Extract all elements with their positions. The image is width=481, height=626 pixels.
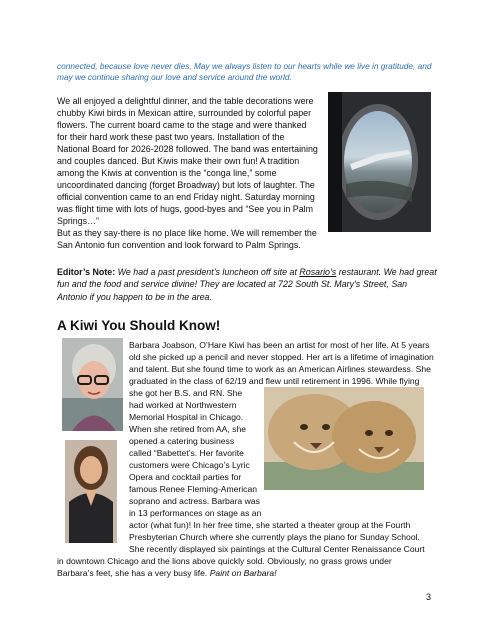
kiwi-line: old she picked up a pencil and never stopped. Her art is a lifetime of imagination <box>129 352 434 362</box>
page-number: 3 <box>426 592 432 602</box>
convention-line: for their hard work these past two years. Installation of the <box>57 132 285 142</box>
convention-line: was flight time with lots of hugs, good-byes and “See you in Palm <box>57 204 314 214</box>
kiwi-line: actor (what fun)! In her free time, she started a theater group at the Fourth <box>129 520 411 530</box>
convention-line: and couples danced. But Kiwis make their own fun! A tradition <box>57 156 300 166</box>
convention-line: among the Kiwis at convention is the “conga line,” some <box>57 168 277 178</box>
kiwi-line: in downtown Chicago and the lions above quickly sold. Obviously, no grass grows under <box>57 556 392 566</box>
editor-note <box>57 266 442 303</box>
editor-note-line: Antonio if you happen to be in the area. <box>57 291 212 302</box>
intro-line-2: may we continue sharing our love and service around the world. <box>57 72 292 82</box>
kiwi-line: graduated in the class of 62/19 and flew until retirement in 1996. While flying <box>129 376 420 386</box>
convention-line: chubby Kiwi birds in Mexican attire, surrounded by colorful paper <box>57 108 312 118</box>
kiwi-line: opened a catering business <box>129 436 235 446</box>
kiwi-line: Opera and cocktail parties for <box>129 472 242 482</box>
kiwi-article-bottom <box>57 555 457 579</box>
convention-line: National Board for 2026-2028 followed. The band was entertaining <box>57 144 318 154</box>
intro-line-1: connected, because love never dies. May we always listen to our hearts while we live in gratitude, and <box>57 61 432 71</box>
convention-line: flowers. The current board came to the stage and were thanked <box>57 120 307 130</box>
editor-note-text: We had a past president’s luncheon off site at <box>115 267 300 277</box>
editor-note-text: restaurant. We had great <box>336 267 437 277</box>
convention-line: But as they say-there is no place like home. We will remember the <box>57 228 317 238</box>
editor-note-label: Editor’s Note: <box>57 267 116 277</box>
kiwi-line: had worked at Northwestern <box>129 400 237 410</box>
kiwi-article-after <box>129 519 449 555</box>
kiwi-line: Presbyterian Church where she currently plays the piano for Sunday School. <box>129 532 420 542</box>
convention-line: We all enjoyed a delightful dinner, and the table decorations were <box>57 96 314 106</box>
portrait-photo-glasses <box>62 338 123 431</box>
kiwi-line: Barbara Joabson, O’Hare Kiwi has been an artist for most of her life. At 5 years <box>129 340 430 350</box>
kiwi-last-line <box>57 567 457 579</box>
convention-line: official convention came to an end Friday night. Saturday morning <box>57 192 315 202</box>
section-heading: A Kiwi You Should Know! <box>57 318 221 333</box>
kiwi-line: She recently displayed six paintings at the Cultural Center Renaissance Court <box>129 544 425 554</box>
convention-line: Springs…” <box>57 216 99 226</box>
kiwi-line: famous Renee Fleming-American <box>129 484 258 494</box>
convention-line: uncoordinated dancing (forget Broadway) but lots of laughter. The <box>57 180 315 190</box>
kiwi-line: When she retired from AA, she <box>129 424 247 434</box>
kiwi-article-top <box>129 339 449 387</box>
paint-on-barbara: Paint on Barbara! <box>209 568 277 578</box>
kiwi-line: Barbara’s feet, she has a very busy life. <box>57 568 210 578</box>
intro-paragraph <box>57 61 437 83</box>
convention-paragraph <box>57 95 325 251</box>
portrait-photo-young <box>65 440 117 543</box>
kiwi-line: customers were Chicago’s Lyric <box>129 460 250 470</box>
lion-painting <box>264 387 424 490</box>
kiwi-line: Memorial Hospital in Chicago. <box>129 412 244 422</box>
kiwi-line: called “Babettet’s. Her favorite <box>129 448 244 458</box>
restaurant-name: Rosario’s <box>299 267 337 277</box>
kiwi-line: she got her B.S. and RN. She <box>129 388 243 398</box>
editor-note-line: fun and the food and service divine! They are located at 722 South St. Mary’s Street, San <box>57 279 408 290</box>
kiwi-line: in 13 performances on stage as an <box>129 508 262 518</box>
convention-line: San Antonio fun convention and look forward to Palm Springs. <box>57 240 301 250</box>
kiwi-line: and talent. But she found time to work as an American Airlines stewardess. She <box>129 364 431 374</box>
kiwi-article-narrow <box>129 387 264 519</box>
kiwi-line: soprano and actress. Barbara was <box>129 496 260 506</box>
airplane-window-photo <box>328 92 431 232</box>
